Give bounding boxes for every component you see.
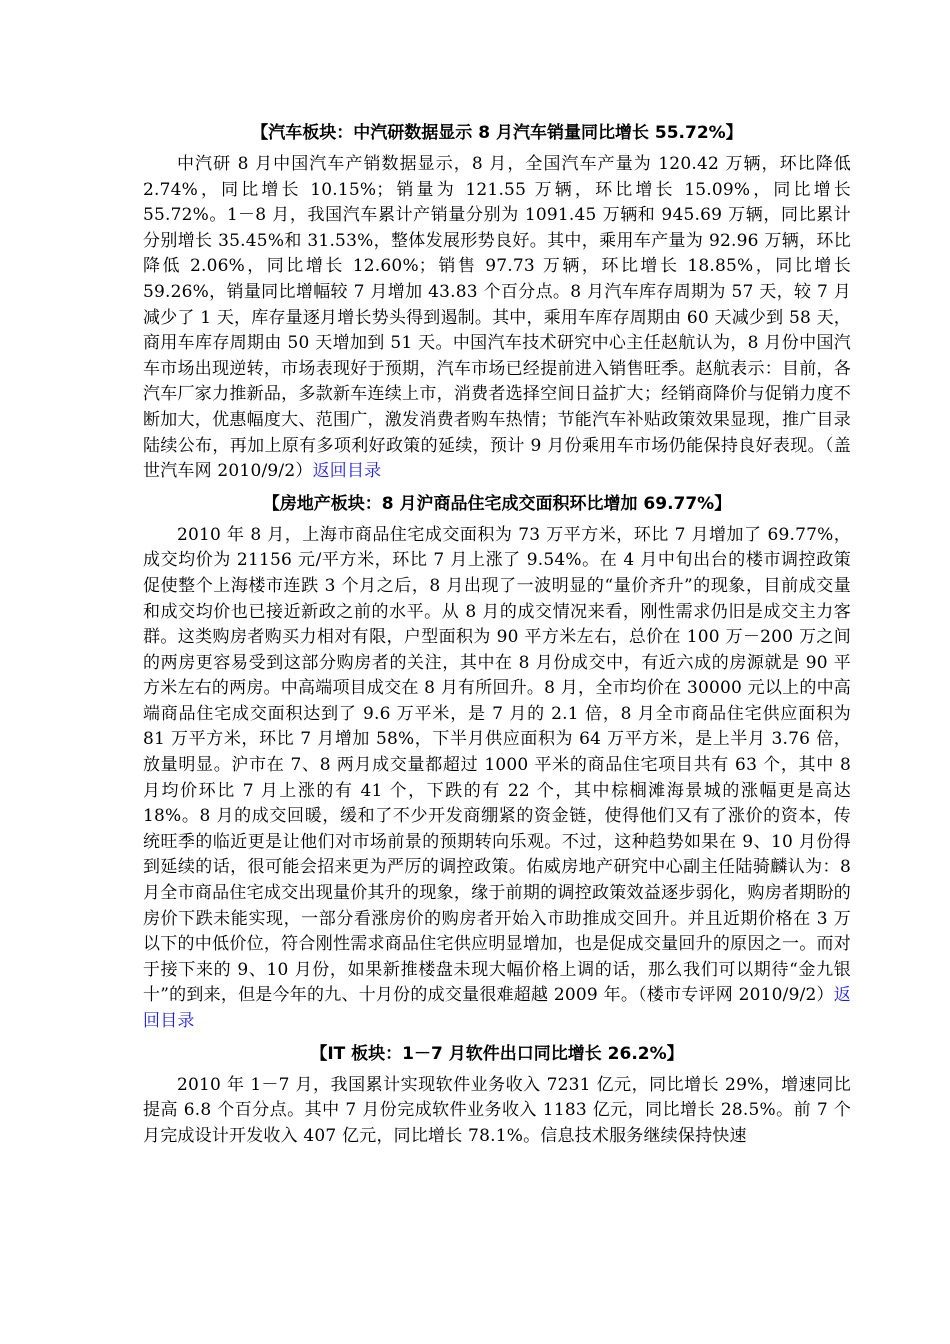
body-text-auto: 中汽研 8 月中国汽车产销数据显示，8 月，全国汽车产量为 120.42 万辆，环比降低 2.74%，同比增长 10.15%；销量为 121.55 万辆，环比增长 15.09%，同比增长 55.72%。1－8 月，我国汽车累计产销量分别为 1091.45 万辆和 945.69 万辆，同比累计分别增长 35.45%和 31.53%，整体发展形势良好。其中，乘用车产量为 92.96 万辆，环比降低 2.06%，同比增长 12.60%；销售 97.73 万辆，环比增长 18.85%，同比增长 59.26%，销量同比增幅较 7 月增加 43.83 个百分点。8 月汽车库存周期为 57 天，较 7 月减少了 1 天，库存量逐月增长势头得到遏制。其中，乘用车库存周期由 60 天减少到 58 天，商用车库存周期由 50 天增加到 51 天。中国汽车技术研究中心主任赵航认为，8 月份中国汽车市场出现逆转，市场表现好于预期，汽车市场已经提前进入销售旺季。赵航表示：目前，各汽车厂家力推新品，多款新车连续上市，消费者选择空间日益扩大；经销商降价与促销力度不断加大，优惠幅度大、范围广，激发消费者购车热情；节能汽车补贴政策效果显现，推广目录陆续公布，再加上原有多项利好政策的延续，预计 9 月份乘用车市场仍能保持良好表现。（盖世汽车网 2010/9/2） bbox=[143, 154, 851, 482]
section-body-it bbox=[143, 1073, 851, 1150]
body-text-it: 2010 年 1－7 月，我国累计实现软件业务收入 7231 亿元，同比增长 29%，增速同比提高 6.8 个百分点。其中 7 月份完成软件业务收入 1183 亿元，同比增长 28.5%。前 7 个月完成设计开发收入 407 亿元，同比增长 78.1%。信息技术服务继续保持快速 bbox=[143, 1074, 852, 1146]
body-text-real-estate: 2010 年 8 月，上海市商品住宅成交面积为 73 万平方米，环比 7 月增加了 69.77%，成交均价为 21156 元/平方米，环比 7 月上涨了 9.54%。在 4 月中旬出台的楼市调控政策促使整个上海楼市连跌 3 个月之后，8 月出现了一波明显的“量价齐升”的现象，目前成交量和成交均价也已接近新政之前的水平。从 8 月的成交情况来看，刚性需求仍旧是成交主力客群。这类购房者购买力相对有限，户型面积为 90 平方米左右，总价在 100 万－200 万之间的两房更容易受到这部分购房者的关注，其中在 8 月份成交中，有近六成的房源就是 90 平方米左右的两房。中高端项目成交在 8 月有所回升。8 月，全市均价在 30000 元以上的中高端商品住宅成交面积达到了 9.6 万平米，是 7 月的 2.1 倍，8 月全市商品住宅供应面积为 81 万平方米，环比 7 月增加 58%，下半月供应面积为 64 万平方米，是上半月 3.76 倍，放量明显。沪市在 7、8 两月成交量都超过 1000 平米的商品住宅项目共有 63 个，其中 8 月均价环比 7 月上涨的有 41 个，下跌的有 22 个，其中棕榈滩海景城的涨幅更是高达 18%。8 月的成交回暖，缓和了不少开发商绷紧的资金链，使得他们又有了涨价的资本，传统旺季的临近更是让他们对市场前景的预期转向乐观。不过，这种趋势如果在 9、10 月份得到延续的话，很可能会招来更为严厉的调控政策。佑威房地产研究中心副主任陆骑麟认为：8 月全市商品住宅成交出现量价其升的现象，缘于前期的调控政策效益逐步弱化，购房者期盼的房价下跌未能实现，一部分看涨房价的购房者开始入市助推成交回升。并且近期价格在 3 万以下的中低价位，符合刚性需求商品住宅供应明显增加，也是促成交量回升的原因之一。而对于接下来的 9、10 月份，如果新推楼盘未现大幅价格上调的话，那么我们可以期待“金九银十”的到来，但是今年的九、十月份的成交量很难超越 2009 年。（楼市专评网 2010/9/2） bbox=[143, 524, 851, 1006]
section-body-auto bbox=[143, 152, 851, 485]
section-title-auto: 【汽车板块：中汽研数据显示 8 月汽车销量同比增长 55.72%】 bbox=[251, 123, 743, 143]
section-title-it: 【IT 板块：1－7 月软件出口同比增长 26.2%】 bbox=[310, 1043, 684, 1064]
document-page bbox=[143, 120, 851, 1155]
section-body-real-estate bbox=[143, 523, 851, 1035]
section-it bbox=[143, 1041, 851, 1150]
section-auto bbox=[143, 120, 851, 485]
back-to-toc-link[interactable]: 返回目录 bbox=[312, 461, 382, 482]
section-title-real-estate: 【房地产板块：8 月沪商品住宅成交面积环比增加 69.77%】 bbox=[262, 493, 732, 514]
section-real-estate bbox=[143, 491, 851, 1035]
back-to-toc-link[interactable]: 返回目录 bbox=[143, 985, 851, 1031]
